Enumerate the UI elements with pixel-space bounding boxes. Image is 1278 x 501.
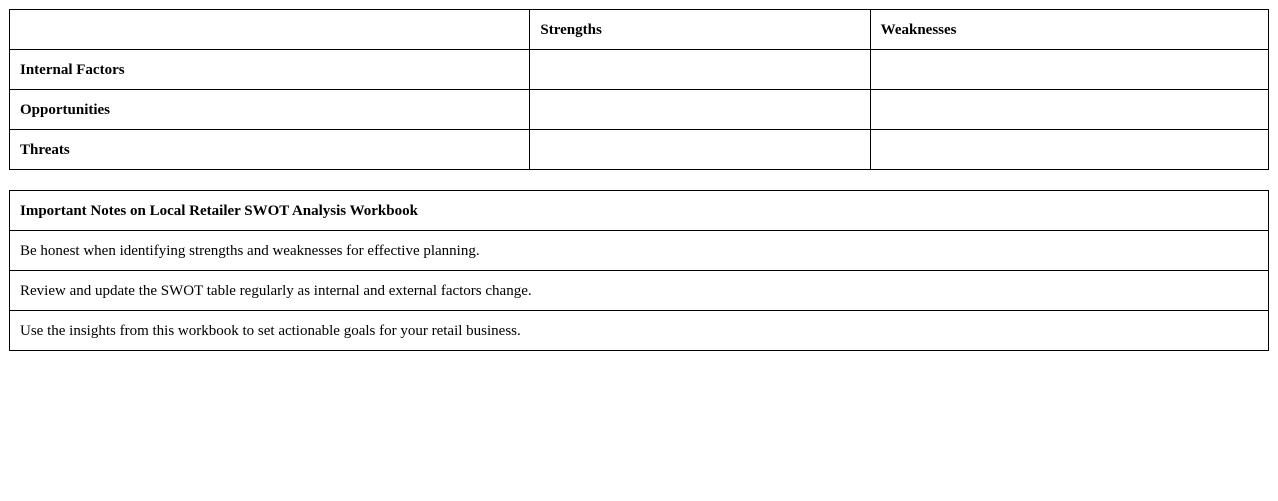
important-notes-table — [9, 190, 1269, 351]
swot-header-blank — [10, 10, 530, 50]
table-spacer — [9, 170, 1269, 190]
note-item-3: Use the insights from this workbook to set actionable goals for your retail business. — [10, 311, 1269, 351]
table-row — [10, 231, 1269, 271]
table-row — [10, 90, 1269, 130]
notes-title-row — [10, 191, 1269, 231]
cell-threats-weaknesses[interactable] — [870, 130, 1268, 170]
table-row — [10, 50, 1269, 90]
row-label-threats: Threats — [10, 130, 530, 170]
table-row — [10, 271, 1269, 311]
row-label-internal-factors: Internal Factors — [10, 50, 530, 90]
cell-opportunities-weaknesses[interactable] — [870, 90, 1268, 130]
swot-header-weaknesses: Weaknesses — [870, 10, 1268, 50]
row-label-opportunities: Opportunities — [10, 90, 530, 130]
table-row — [10, 311, 1269, 351]
note-item-2: Review and update the SWOT table regularly as internal and external factors change. — [10, 271, 1269, 311]
cell-opportunities-strengths[interactable] — [530, 90, 870, 130]
notes-title: Important Notes on Local Retailer SWOT Analysis Workbook — [10, 191, 1269, 231]
table-header-row — [10, 10, 1269, 50]
cell-internal-factors-weaknesses[interactable] — [870, 50, 1268, 90]
note-item-1: Be honest when identifying strengths and weaknesses for effective planning. — [10, 231, 1269, 271]
swot-header-strengths: Strengths — [530, 10, 870, 50]
swot-analysis-table — [9, 9, 1269, 170]
table-row — [10, 130, 1269, 170]
cell-internal-factors-strengths[interactable] — [530, 50, 870, 90]
cell-threats-strengths[interactable] — [530, 130, 870, 170]
